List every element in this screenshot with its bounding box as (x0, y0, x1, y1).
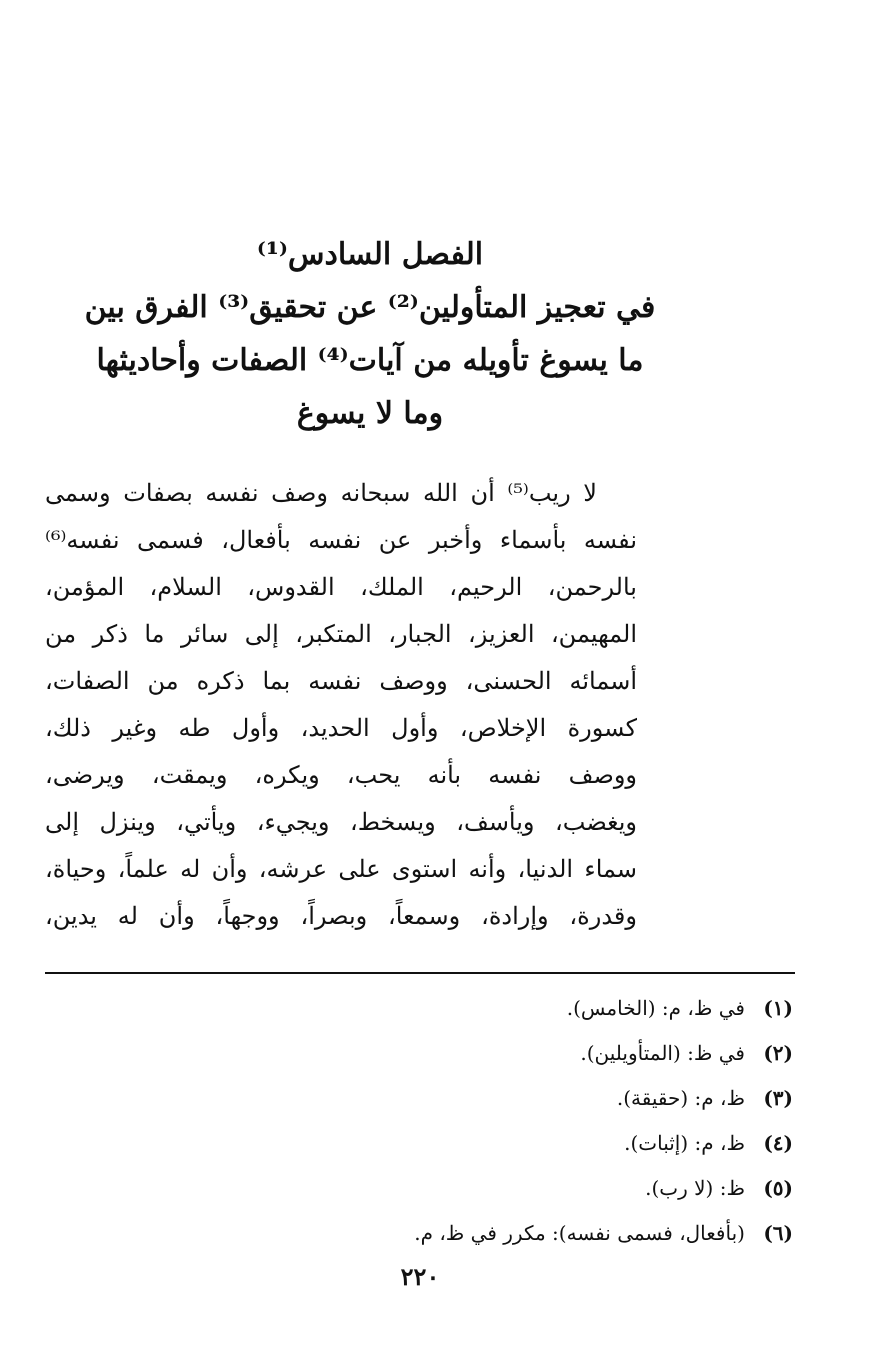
heading-line-3: ما يسوغ تأويله من آيات⁽⁴⁾ الصفات وأحاديثها (96, 343, 644, 378)
body-line: سماء الدنيا، وأنه استوى على عرشه، وأن له علماً، وحياة، (45, 855, 637, 883)
body-line: المهيمن، العزيز، الجبار، المتكبر، إلى سائر ما ذكر من (45, 620, 637, 648)
footnote-text: في ظ: (المتأويلين). (580, 1041, 745, 1065)
footnote-text: ظ: (لا رب). (645, 1176, 745, 1200)
footnote-number: (١) (763, 996, 793, 1020)
footnote (93, 1031, 793, 1076)
footnote (93, 1121, 793, 1166)
page-number: ٢٢٠ (400, 1262, 440, 1291)
footnote-number: (٥) (763, 1176, 793, 1200)
heading-line-4: وما لا يسوغ (296, 396, 444, 431)
footnote-number: (٣) (763, 1086, 793, 1110)
chapter-heading (60, 228, 680, 440)
footnote (93, 986, 793, 1031)
body-line: نفسه بأسماء وأخبر عن نفسه بأفعال، فسمى نفسه⁽⁶⁾ (45, 526, 637, 554)
body-line: أسمائه الحسنى، ووصف نفسه بما ذكره من الصفات، (45, 667, 637, 695)
footnote-text: ظ، م: (إثبات). (624, 1131, 745, 1155)
footnote-number: (٤) (763, 1131, 793, 1155)
footnote-text: في ظ، م: (الخامس). (566, 996, 745, 1020)
footnote (93, 1076, 793, 1121)
body-line: بالرحمن، الرحيم، الملك، القدوس، السلام، المؤمن، (45, 573, 637, 601)
body-text (45, 470, 637, 940)
footnote-divider (45, 972, 795, 974)
footnote-number: (٢) (763, 1041, 793, 1065)
heading-line-1: الفصل السادس⁽¹⁾ (256, 237, 484, 272)
footnote (93, 1211, 793, 1256)
body-line: ووصف نفسه بأنه يحب، ويكره، ويمقت، ويرضى، (45, 761, 637, 789)
body-line: كسورة الإخلاص، وأول الحديد، وأول طه وغير ذلك، (45, 714, 637, 742)
footnote-text: (بأفعال، فسمى نفسه): مكرر في ظ، م. (414, 1221, 745, 1245)
body-line: ويغضب، ويأسف، ويسخط، ويجيء، ويأتي، وينزل إلى (45, 808, 637, 836)
footnotes (93, 986, 793, 1256)
footnote (93, 1166, 793, 1211)
footnote-number: (٦) (763, 1221, 793, 1245)
body-line: وقدرة، وإرادة، وسمعاً، وبصراً، ووجهاً، وأن له يدين، (45, 902, 637, 930)
footnote-text: ظ، م: (حقيقة). (616, 1086, 745, 1110)
body-line: لا ريب⁽⁵⁾ أن الله سبحانه وصف نفسه بصفات وسمى (45, 479, 597, 507)
heading-line-2: في تعجيز المتأولين⁽²⁾ عن تحقيق⁽³⁾ الفرق بين (84, 290, 656, 325)
